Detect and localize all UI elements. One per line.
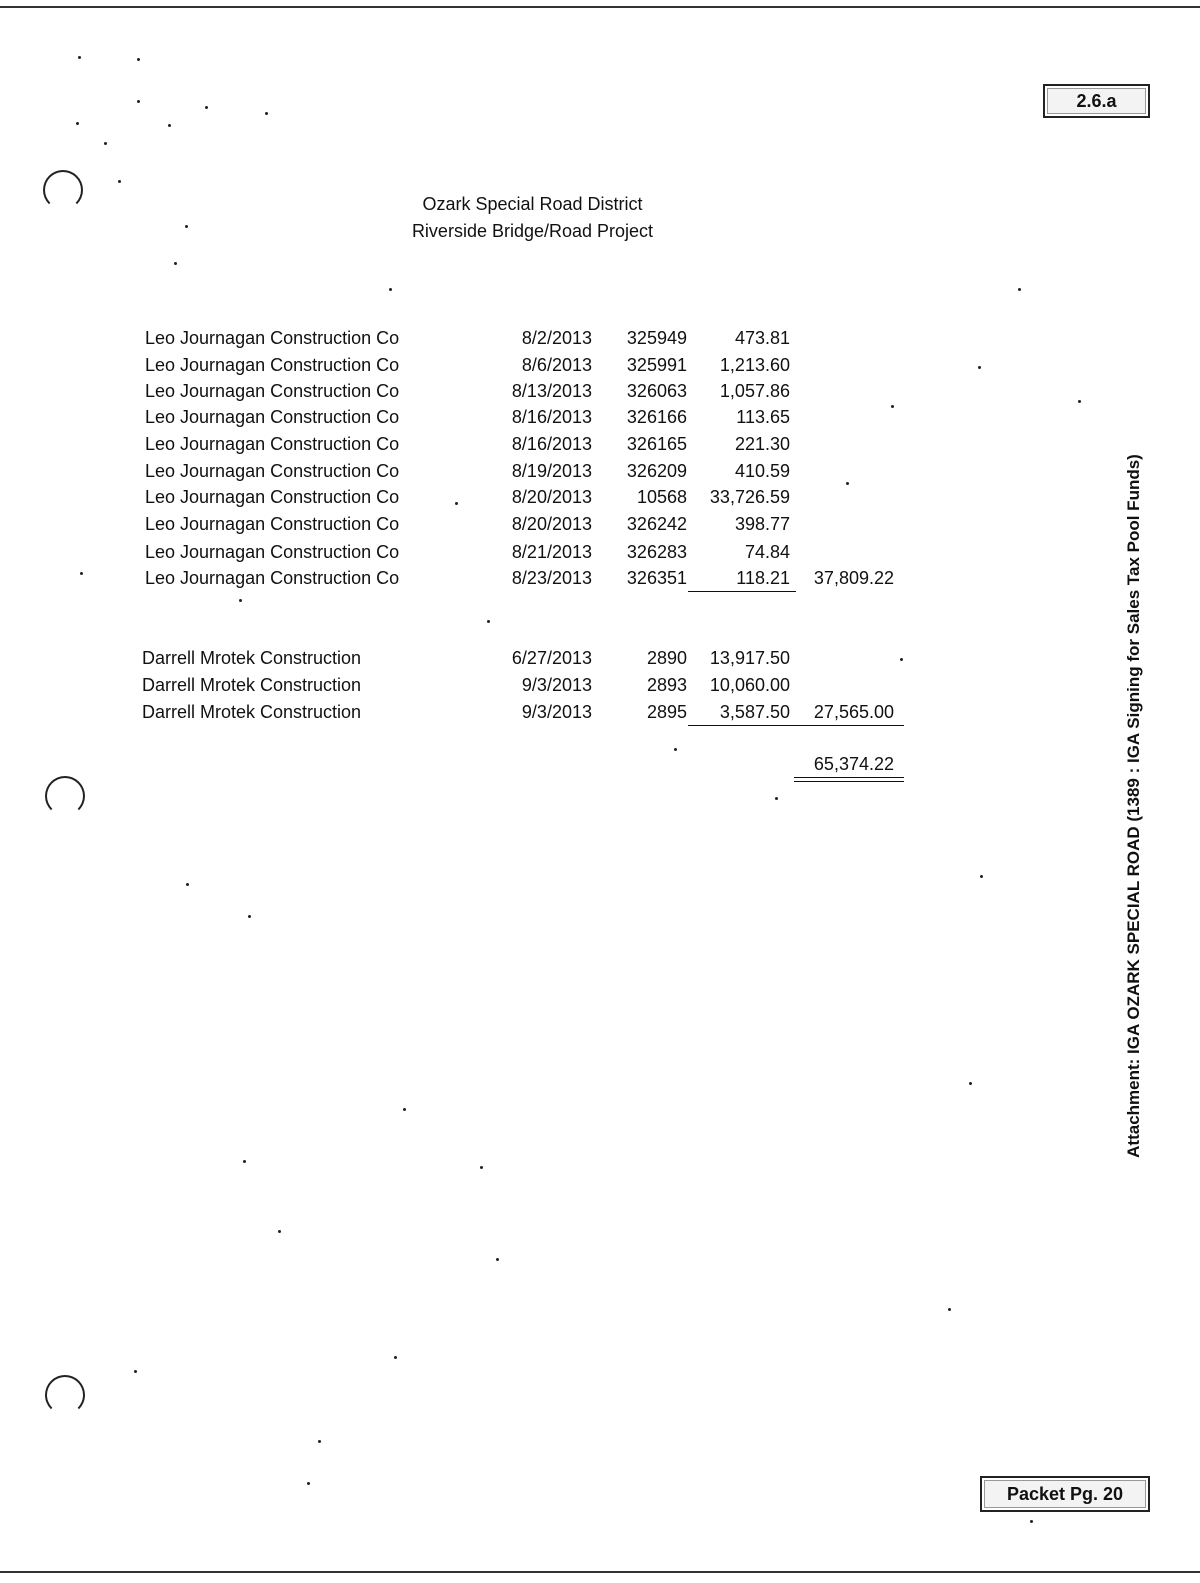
payment-date: 8/20/2013 <box>511 487 592 507</box>
vendor-name: Leo Journagan Construction Co <box>145 355 400 375</box>
scan-speck <box>118 180 121 183</box>
payment-date: 8/2/2013 <box>521 328 592 348</box>
scan-speck <box>318 1440 321 1443</box>
payment-date: 8/13/2013 <box>511 381 592 401</box>
payment-date: 6/27/2013 <box>511 648 592 668</box>
vendor-name: Leo Journagan Construction Co <box>145 487 400 507</box>
payment-amount: 398.77 <box>734 514 790 534</box>
scan-speck <box>168 124 171 127</box>
scan-speck <box>239 599 242 602</box>
scan-speck <box>205 106 208 109</box>
payment-amount: 1,213.60 <box>719 355 790 375</box>
scan-speck <box>1078 400 1081 403</box>
scan-speck <box>265 112 268 115</box>
check-number: 326165 <box>626 434 687 454</box>
scan-speck <box>104 142 107 145</box>
packet-page-badge: Packet Pg. 20 <box>980 1476 1150 1512</box>
scan-speck <box>1030 1520 1033 1523</box>
scan-speck <box>185 225 188 228</box>
bottom-scan-edge <box>0 1571 1200 1573</box>
scan-speck <box>186 883 189 886</box>
scan-speck <box>900 658 903 661</box>
scan-speck <box>455 502 458 505</box>
group-subtotal: 27,565.00 <box>813 702 894 722</box>
check-number: 326166 <box>626 407 687 427</box>
group-subtotal: 37,809.22 <box>813 568 894 588</box>
scan-speck <box>137 58 140 61</box>
scan-speck <box>76 122 79 125</box>
payment-amount: 74.84 <box>744 542 790 562</box>
document-title: Ozark Special Road District <box>422 194 643 214</box>
scan-speck <box>134 1370 137 1373</box>
check-number: 2895 <box>646 702 687 722</box>
payment-date: 9/3/2013 <box>521 675 592 695</box>
vendor-name: Leo Journagan Construction Co <box>145 514 400 534</box>
payment-date: 8/19/2013 <box>511 461 592 481</box>
vendor-name: Darrell Mrotek Construction <box>142 675 362 695</box>
check-number: 326242 <box>626 514 687 534</box>
scan-speck <box>891 405 894 408</box>
scan-speck <box>674 748 677 751</box>
amount-underline <box>688 725 904 726</box>
vendor-name: Leo Journagan Construction Co <box>145 461 400 481</box>
payment-date: 9/3/2013 <box>521 702 592 722</box>
scan-speck <box>243 1160 246 1163</box>
payment-amount: 3,587.50 <box>719 702 790 722</box>
payment-date: 8/16/2013 <box>511 434 592 454</box>
scan-speck <box>487 620 490 623</box>
check-number: 325949 <box>626 328 687 348</box>
check-number: 2890 <box>646 648 687 668</box>
payment-amount: 410.59 <box>734 461 790 481</box>
payment-amount: 118.21 <box>736 568 790 588</box>
payment-date: 8/21/2013 <box>511 542 592 562</box>
check-number: 326063 <box>626 381 687 401</box>
amount-underline <box>688 591 796 592</box>
agenda-item-badge: 2.6.a <box>1043 84 1150 118</box>
document-subtitle: Riverside Bridge/Road Project <box>411 221 654 241</box>
payment-amount: 113.65 <box>736 407 790 427</box>
scan-speck <box>980 875 983 878</box>
grand-total: 65,374.22 <box>813 754 894 774</box>
payment-date: 8/16/2013 <box>511 407 592 427</box>
attachment-side-label: Attachment: IGA OZARK SPECIAL ROAD (1389 : IGA Signing for Sales Tax Pool Funds) <box>1124 454 1143 1158</box>
scan-speck <box>174 262 177 265</box>
scan-speck <box>403 1108 406 1111</box>
vendor-name: Leo Journagan Construction Co <box>145 381 400 401</box>
vendor-name: Leo Journagan Construction Co <box>145 542 400 562</box>
scan-speck <box>969 1082 972 1085</box>
punch-hole-bottom <box>45 1375 85 1415</box>
payment-date: 8/23/2013 <box>511 568 592 588</box>
scan-speck <box>948 1308 951 1311</box>
payment-date: 8/20/2013 <box>511 514 592 534</box>
scan-speck <box>846 482 849 485</box>
vendor-name: Darrell Mrotek Construction <box>142 702 362 722</box>
scan-speck <box>307 1482 310 1485</box>
top-scan-edge <box>0 6 1200 8</box>
vendor-name: Leo Journagan Construction Co <box>145 407 400 427</box>
payment-amount: 33,726.59 <box>709 487 790 507</box>
check-number: 10568 <box>636 487 687 507</box>
scan-speck <box>978 366 981 369</box>
scan-speck <box>480 1166 483 1169</box>
payment-amount: 1,057.86 <box>719 381 790 401</box>
vendor-name: Leo Journagan Construction Co <box>145 568 400 588</box>
scan-speck <box>78 56 81 59</box>
payment-amount: 473.81 <box>734 328 790 348</box>
scan-speck <box>80 572 83 575</box>
vendor-name: Darrell Mrotek Construction <box>142 648 362 668</box>
vendor-name: Leo Journagan Construction Co <box>145 434 400 454</box>
check-number: 326209 <box>626 461 687 481</box>
scan-speck <box>496 1258 499 1261</box>
scan-speck <box>137 100 140 103</box>
scan-speck <box>775 797 778 800</box>
scan-speck <box>389 288 392 291</box>
check-number: 326351 <box>626 568 687 588</box>
scan-speck <box>394 1356 397 1359</box>
payment-amount: 221.30 <box>734 434 790 454</box>
scan-speck <box>278 1230 281 1233</box>
payment-amount: 13,917.50 <box>709 648 790 668</box>
check-number: 326283 <box>626 542 687 562</box>
check-number: 2893 <box>646 675 687 695</box>
punch-hole-middle <box>45 776 85 816</box>
grand-total-double-underline <box>794 777 904 782</box>
scan-speck <box>1018 288 1021 291</box>
check-number: 325991 <box>626 355 687 375</box>
vendor-name: Leo Journagan Construction Co <box>145 328 400 348</box>
payment-date: 8/6/2013 <box>521 355 592 375</box>
payment-amount: 10,060.00 <box>709 675 790 695</box>
scan-speck <box>248 915 251 918</box>
